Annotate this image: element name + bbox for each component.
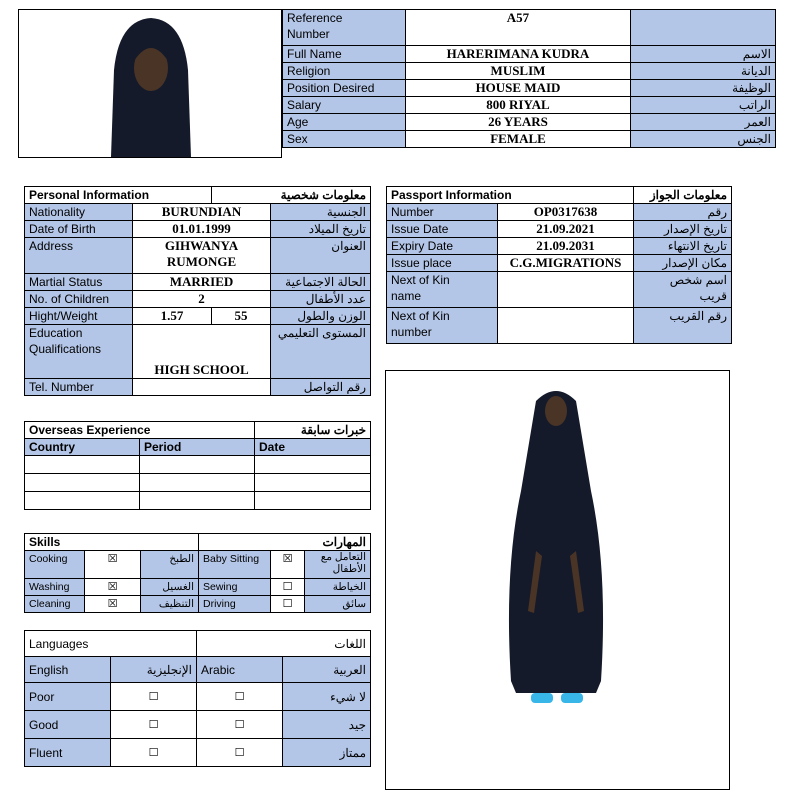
expiry-date-label-ar: تاريخ الانتهاء bbox=[634, 238, 732, 255]
table-row bbox=[25, 474, 140, 492]
languages-table bbox=[24, 630, 371, 767]
nationality-label: Nationality bbox=[25, 204, 133, 221]
issue-date-label-ar: تاريخ الإصدار bbox=[634, 221, 732, 238]
salary-value: 800 RIYAL bbox=[406, 97, 631, 114]
issue-place-label-ar: مكان الإصدار bbox=[634, 255, 732, 272]
personal-info-title: Personal Information bbox=[25, 187, 212, 204]
arabic-fluent-checkbox[interactable]: ☐ bbox=[197, 739, 283, 767]
overseas-title-ar: خبرات سابقة bbox=[255, 422, 371, 439]
education-label: Education Qualifications bbox=[25, 325, 133, 379]
skill-driving-checkbox[interactable]: ☐ bbox=[271, 596, 305, 613]
kin-number-value bbox=[498, 308, 634, 344]
sex-label-ar: الجنس bbox=[631, 131, 776, 148]
skill-sewing-label: Sewing bbox=[199, 579, 271, 596]
skill-cooking-label-ar: الطبخ bbox=[141, 551, 199, 579]
religion-label-ar: الديانة bbox=[631, 63, 776, 80]
passport-info-table bbox=[386, 186, 732, 344]
col-country: Country bbox=[25, 439, 140, 456]
skill-washing-checkbox[interactable]: ☒ bbox=[85, 579, 141, 596]
salary-label: Salary bbox=[283, 97, 406, 114]
col-period: Period bbox=[140, 439, 255, 456]
weight-value: 55 bbox=[212, 308, 271, 325]
kin-name-label-ar: اسم شخص قريب bbox=[634, 272, 732, 308]
height-weight-label: Hight/Weight bbox=[25, 308, 133, 325]
english-poor-checkbox[interactable]: ☐ bbox=[111, 683, 197, 711]
skill-cooking-checkbox[interactable]: ☒ bbox=[85, 551, 141, 579]
skill-cooking-label: Cooking bbox=[25, 551, 85, 579]
portrait-photo-box bbox=[18, 9, 282, 158]
age-label: Age bbox=[283, 114, 406, 131]
full-body-photo bbox=[386, 371, 729, 789]
skill-sewing-checkbox[interactable]: ☐ bbox=[271, 579, 305, 596]
expiry-date-value: 21.09.2031 bbox=[498, 238, 634, 255]
marital-value: MARRIED bbox=[133, 274, 271, 291]
english-good-checkbox[interactable]: ☐ bbox=[111, 711, 197, 739]
overseas-title: Overseas Experience bbox=[25, 422, 255, 439]
passport-number-label-ar: رقم bbox=[634, 204, 732, 221]
lang-arabic-label: Arabic bbox=[197, 657, 283, 683]
level-good-label: Good bbox=[25, 711, 111, 739]
arabic-poor-checkbox[interactable]: ☐ bbox=[197, 683, 283, 711]
marital-label-ar: الحالة الاجتماعية bbox=[271, 274, 371, 291]
children-label: No. of Children bbox=[25, 291, 133, 308]
position-label: Position Desired bbox=[283, 80, 406, 97]
tel-label: Tel. Number bbox=[25, 379, 133, 396]
kin-name-value bbox=[498, 272, 634, 308]
address-label: Address bbox=[25, 238, 133, 274]
skill-driving-label: Driving bbox=[199, 596, 271, 613]
nationality-label-ar: الجنسية bbox=[271, 204, 371, 221]
sex-label: Sex bbox=[283, 131, 406, 148]
height-weight-label-ar: الوزن والطول bbox=[271, 308, 371, 325]
skill-washing-label: Washing bbox=[25, 579, 85, 596]
nationality-value: BURUNDIAN bbox=[133, 204, 271, 221]
full-body-photo-box bbox=[385, 370, 730, 790]
children-value: 2 bbox=[133, 291, 271, 308]
lang-english-label-ar: الإنجليزية bbox=[111, 657, 197, 683]
issue-date-label: Issue Date bbox=[387, 221, 498, 238]
skills-table bbox=[24, 533, 371, 613]
dob-label: Date of Birth bbox=[25, 221, 133, 238]
education-label-ar: المستوى التعليمي bbox=[271, 325, 371, 379]
languages-title-ar: اللغات bbox=[197, 631, 371, 657]
lang-arabic-label-ar: العربية bbox=[283, 657, 371, 683]
marital-label: Martial Status bbox=[25, 274, 133, 291]
lang-english-label: English bbox=[25, 657, 111, 683]
issue-date-value: 21.09.2021 bbox=[498, 221, 634, 238]
arabic-good-checkbox[interactable]: ☐ bbox=[197, 711, 283, 739]
passport-info-title: Passport Information bbox=[387, 187, 634, 204]
col-date: Date bbox=[255, 439, 371, 456]
personal-info-title-ar: معلومات شخصية bbox=[212, 187, 371, 204]
expiry-date-label: Expiry Date bbox=[387, 238, 498, 255]
age-value: 26 YEARS bbox=[406, 114, 631, 131]
passport-info-title-ar: معلومات الجواز bbox=[634, 187, 732, 204]
skill-cleaning-label-ar: التنظيف bbox=[141, 596, 199, 613]
sex-value: FEMALE bbox=[406, 131, 631, 148]
kin-name-label: Next of Kin name bbox=[387, 272, 498, 308]
full-name-label-ar: الاسم bbox=[631, 46, 776, 63]
level-good-label-ar: جيد bbox=[283, 711, 371, 739]
level-poor-label: Poor bbox=[25, 683, 111, 711]
skill-driving-label-ar: سائق bbox=[305, 596, 371, 613]
table-row bbox=[25, 492, 140, 510]
dob-value: 01.01.1999 bbox=[133, 221, 271, 238]
tel-label-ar: رقم التواصل bbox=[271, 379, 371, 396]
languages-title: Languages bbox=[25, 631, 197, 657]
religion-label: Religion bbox=[283, 63, 406, 80]
full-name-label: Full Name bbox=[283, 46, 406, 63]
table-row bbox=[25, 456, 140, 474]
reference-number-value: A57 bbox=[406, 10, 631, 46]
passport-number-value: OP0317638 bbox=[498, 204, 634, 221]
personal-info-table bbox=[24, 186, 371, 396]
position-value: HOUSE MAID bbox=[406, 80, 631, 97]
level-poor-label-ar: لا شيء bbox=[283, 683, 371, 711]
age-label-ar: العمر bbox=[631, 114, 776, 131]
kin-number-label: Next of Kin number bbox=[387, 308, 498, 344]
skill-babysitting-checkbox[interactable]: ☒ bbox=[271, 551, 305, 579]
skill-cleaning-label: Cleaning bbox=[25, 596, 85, 613]
dob-label-ar: تاريخ الميلاد bbox=[271, 221, 371, 238]
overseas-experience-table bbox=[24, 421, 371, 510]
skill-washing-label-ar: الغسيل bbox=[141, 579, 199, 596]
salary-label-ar: الراتب bbox=[631, 97, 776, 114]
skill-sewing-label-ar: الخياطة bbox=[305, 579, 371, 596]
tel-value bbox=[133, 379, 271, 396]
skills-title-ar: المهارات bbox=[199, 534, 371, 551]
religion-value: MUSLIM bbox=[406, 63, 631, 80]
issue-place-label: Issue place bbox=[387, 255, 498, 272]
reference-number-label: Reference Number bbox=[283, 10, 406, 46]
address-value: GIHWANYA RUMONGE bbox=[133, 238, 271, 274]
level-fluent-label: Fluent bbox=[25, 739, 111, 767]
skill-babysitting-label-ar: التعامل مع الأطفال bbox=[305, 551, 371, 579]
header-table bbox=[282, 9, 776, 148]
passport-number-label: Number bbox=[387, 204, 498, 221]
skills-title: Skills bbox=[25, 534, 199, 551]
address-label-ar: العنوان bbox=[271, 238, 371, 274]
skill-cleaning-checkbox[interactable]: ☒ bbox=[85, 596, 141, 613]
portrait-photo bbox=[19, 10, 281, 157]
english-fluent-checkbox[interactable]: ☐ bbox=[111, 739, 197, 767]
skill-babysitting-label: Baby Sitting bbox=[199, 551, 271, 579]
level-fluent-label-ar: ممتاز bbox=[283, 739, 371, 767]
children-label-ar: عدد الأطفال bbox=[271, 291, 371, 308]
education-value: HIGH SCHOOL bbox=[133, 325, 271, 379]
issue-place-value: C.G.MIGRATIONS bbox=[498, 255, 634, 272]
height-value: 1.57 bbox=[133, 308, 212, 325]
kin-number-label-ar: رقم القريب bbox=[634, 308, 732, 344]
position-label-ar: الوظيفة bbox=[631, 80, 776, 97]
full-name-value: HARERIMANA KUDRA bbox=[406, 46, 631, 63]
